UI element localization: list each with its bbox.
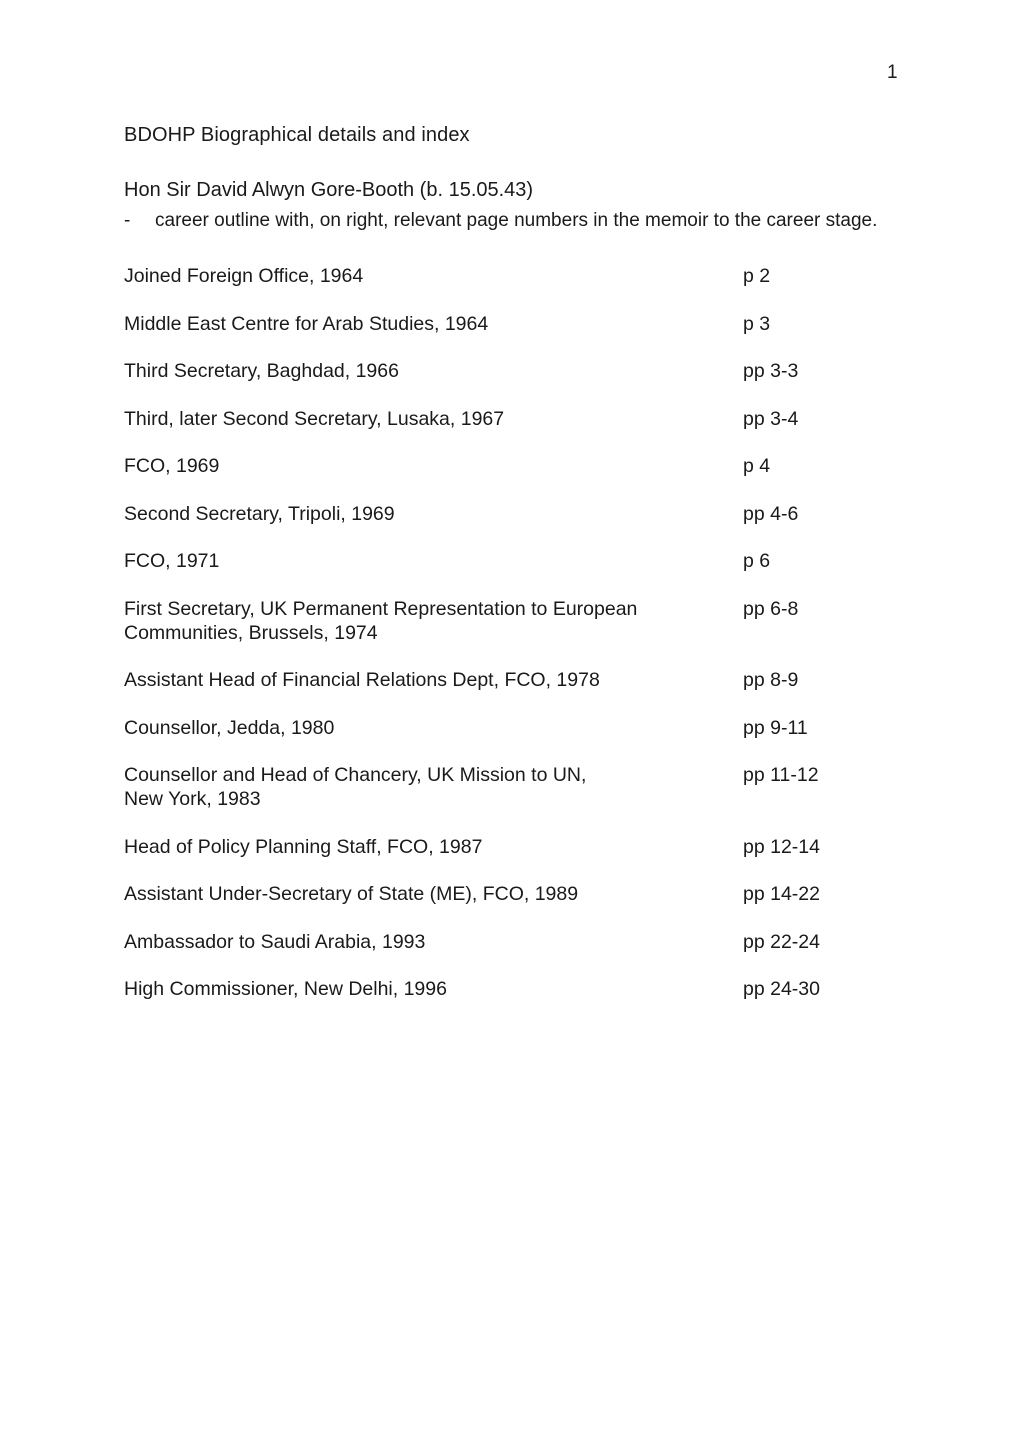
career-stage: First Secretary, UK Permanent Representation to European Communities, Brussels, 1974 — [124, 597, 638, 644]
memoir-pages: pp 11-12 — [743, 764, 819, 786]
career-row — [124, 668, 884, 692]
career-stage: Second Secretary, Tripoli, 1969 — [124, 502, 395, 525]
memoir-pages: pp 6-8 — [743, 597, 799, 620]
memoir-pages: pp 9-11 — [743, 716, 808, 739]
career-stage: Ambassador to Saudi Arabia, 1993 — [124, 930, 426, 953]
career-row — [124, 359, 884, 383]
career-row — [124, 763, 884, 811]
career-row — [124, 597, 884, 645]
career-row — [124, 407, 884, 431]
career-row — [124, 549, 884, 573]
career-stage: Counsellor, Jedda, 1980 — [124, 716, 335, 739]
career-row — [124, 502, 884, 526]
career-row — [124, 977, 884, 1001]
career-stage: Counsellor and Head of Chancery, UK Mission to UN, New York, 1983 — [124, 764, 587, 810]
career-row — [124, 882, 884, 906]
career-row — [124, 264, 884, 288]
memoir-pages: pp 8-9 — [743, 669, 799, 691]
career-stage: FCO, 1971 — [124, 550, 220, 572]
memoir-pages: p 3 — [743, 312, 771, 335]
memoir-pages: pp 24-30 — [743, 978, 820, 1000]
document-title: BDOHP Biographical details and index — [124, 124, 470, 146]
memoir-pages: p 6 — [743, 550, 771, 572]
page-number: 1 — [887, 62, 898, 83]
career-stage: Joined Foreign Office, 1964 — [124, 265, 364, 287]
career-stage: Middle East Centre for Arab Studies, 1964 — [124, 312, 489, 335]
memoir-pages: p 4 — [743, 455, 771, 477]
memoir-pages: pp 12-14 — [743, 835, 820, 858]
memoir-pages: pp 22-24 — [743, 930, 820, 953]
career-stage: High Commissioner, New Delhi, 1996 — [124, 978, 447, 1000]
career-stage: FCO, 1969 — [124, 455, 220, 477]
memoir-pages: pp 3-4 — [743, 407, 799, 430]
note-text: career outline with, on right, relevant page numbers in the memoir to the career stage. — [155, 210, 878, 231]
memoir-pages: pp 14-22 — [743, 883, 820, 905]
career-stage: Third Secretary, Baghdad, 1966 — [124, 360, 399, 382]
career-row — [124, 835, 884, 859]
career-row — [124, 930, 884, 954]
outline-note — [124, 210, 877, 232]
career-row — [124, 312, 884, 336]
career-row — [124, 716, 884, 740]
note-dash: - — [124, 210, 131, 231]
career-stage: Head of Policy Planning Staff, FCO, 1987 — [124, 835, 483, 858]
career-list — [124, 264, 884, 1025]
career-stage: Assistant Head of Financial Relations Dept, FCO, 1978 — [124, 669, 600, 691]
memoir-pages: pp 4-6 — [743, 502, 799, 525]
career-row — [124, 454, 884, 478]
memoir-pages: pp 3-3 — [743, 360, 799, 382]
subject-name: Hon Sir David Alwyn Gore-Booth (b. 15.05.43) — [124, 179, 534, 201]
memoir-pages: p 2 — [743, 265, 771, 287]
career-stage: Assistant Under-Secretary of State (ME), FCO, 1989 — [124, 883, 579, 905]
career-stage: Third, later Second Secretary, Lusaka, 1967 — [124, 407, 505, 430]
